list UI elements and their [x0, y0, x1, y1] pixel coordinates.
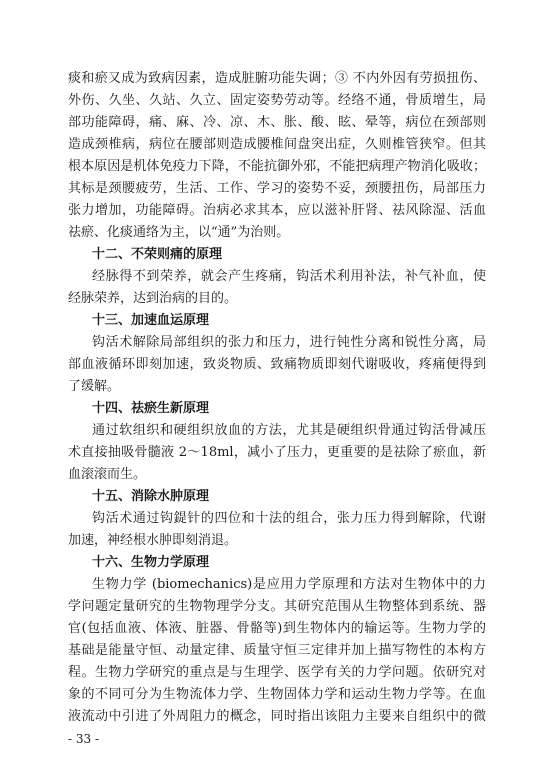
section-heading: 十三、加速血运原理: [92, 313, 210, 328]
text-line: 官(包括血液、体液、脏器、骨骼等)到生物体内的输运等。生物力学的: [68, 621, 486, 636]
text-line: 经脉得不到荣养，就会产生疼痛，钩活术利用补法，补气补血，使: [92, 269, 486, 284]
text-line: 经脉荣养，达到治病的目的。: [68, 291, 238, 306]
section-heading: 十五、消除水肿原理: [92, 489, 210, 504]
text-line: 根本原因是机体免疫力下降，不能抗御外邪，不能把病理产物消化吸收；: [68, 159, 486, 174]
text-line: 通过软组织和硬组织放血的方法，尤其是硬组织骨通过钩活骨减压: [92, 423, 486, 438]
text-line: 张力增加，功能障碍。治病必求其本，应以滋补肝肾、祛风除湿、活血: [68, 203, 486, 218]
section-15: [68, 486, 486, 552]
section-16: [68, 552, 486, 728]
section-heading: 十二、不荣则痛的原理: [92, 247, 223, 262]
section-14: [68, 398, 486, 486]
section-12: [68, 244, 486, 310]
text-line: 液流动中引进了外周阻力的概念，同时指出该阻力主要来自组织中的微: [68, 709, 486, 724]
text-line: 生物力学 (biomechanics)是应用力学原理和方法对生物体中的力: [92, 577, 486, 592]
page-number: - 33 -: [68, 732, 100, 746]
paragraph-intro: [68, 68, 486, 244]
text-line: 血滚滚而生。: [68, 467, 147, 482]
text-line: 学问题定量研究的生物物理学分支。其研究范围从生物整体到系统、器: [68, 599, 486, 614]
text-line: 钩活术解除局部组织的张力和压力，进行钝性分离和锐性分离，局: [92, 335, 486, 350]
section-13: [68, 310, 486, 398]
text-line: 部功能障碍，痛、麻、冷、凉、木、胀、酸、眩、晕等，病位在颈部则: [68, 115, 486, 130]
text-line: 术直接抽吸骨髓液 2～18ml，减小了压力，更重要的是祛除了瘀血，新: [68, 445, 486, 460]
text-line: 程。生物力学研究的重点是与生理学、医学有关的力学问题。依研究对: [68, 665, 486, 680]
section-heading: 十四、祛瘀生新原理: [92, 401, 210, 416]
page-body: [68, 68, 486, 728]
text-line: 了缓解。: [68, 379, 121, 394]
text-line: 外伤、久坐、久站、久立、固定姿势劳动等。经络不通，骨质增生，局: [68, 93, 486, 108]
text-line: 钩活术通过钩鍉针的四位和十法的组合，张力压力得到解除，代谢: [92, 511, 486, 526]
section-heading: 十六、生物力学原理: [92, 555, 210, 570]
text-line: 基础是能量守恒、动量定律、质量守恒三定律并加上描写物性的本构方: [68, 643, 486, 658]
text-line: 部血液循环即刻加速，致炎物质、致痛物质即刻代谢吸收，疼痛便得到: [68, 357, 486, 372]
text-line: 痰和瘀又成为致病因素，造成脏腑功能失调；③ 不内外因有劳损扭伤、: [68, 71, 486, 86]
text-line: 其标是颈腰疲劳，生活、工作、学习的姿势不妥，颈腰扭伤，局部压力: [68, 181, 486, 196]
text-line: 祛瘀、化痰通络为主，以“通”为治则。: [68, 225, 290, 240]
text-line: 加速，神经根水肿即刻消退。: [68, 533, 238, 548]
text-line: 造成颈椎病，病位在腰部则造成腰椎间盘突出症，久则椎管狭窄。但其: [68, 137, 486, 152]
text-line: 象的不同可分为生物流体力学、生物固体力学和运动生物力学等。在血: [68, 687, 486, 702]
